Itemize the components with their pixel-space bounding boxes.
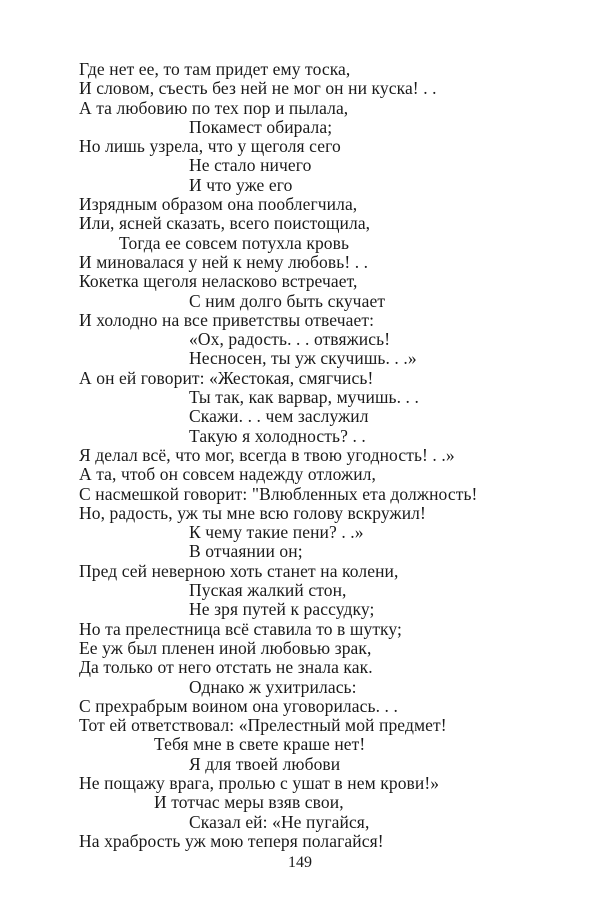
poem-line: И миновалася у ней к нему любовь! . . [79, 251, 369, 272]
poem-line: Я делал всё, что мог, всегда в твою угодность! . .» [79, 444, 455, 465]
poem-line: И словом, съесть без ней не мог он ни куска! . . [79, 78, 437, 99]
poem-line: Покамест обирала; [189, 116, 333, 137]
poem-line: С насмешкой говорит: "Влюбленных ета должность! [79, 483, 478, 504]
poem-line: Скажи. . . чем заслужил [189, 406, 369, 427]
poem-line: Не пощажу врага, пролью с ушат в нем крови!» [79, 772, 440, 793]
poem-line: Ты так, как варвар, мучишь. . . [189, 387, 419, 408]
poem-line: Не зря путей к рассудку; [189, 599, 375, 620]
poem-line: Сказал ей: «Не пугайся, [189, 811, 370, 832]
poem-line: Тебя мне в свете краше нет! [154, 734, 366, 755]
poem-line: И что уже его [189, 174, 293, 195]
poem-line: Такую я холодность? . . [189, 425, 366, 446]
poem-line: Не стало ничего [189, 155, 312, 176]
poem-line: Или, ясней сказать, всего поистощила, [79, 213, 371, 234]
poem-line: Да только от него отстать не знала как. [79, 657, 373, 678]
poem-line: И тотчас меры взяв свои, [154, 792, 344, 813]
poem-line: А та любовию по тех пор и пылала, [79, 97, 349, 118]
poem-line: «Ох, радость. . . отвяжись! [189, 329, 391, 350]
poem-line: Пуская жалкий стон, [189, 580, 347, 601]
poem-line: И холодно на все приветствы отвечает: [79, 309, 375, 330]
poem-line: С ним долго быть скучает [189, 290, 386, 311]
poem-line: А та, чтоб он совсем надежду отложил, [79, 464, 376, 485]
poem-line: Однако ж ухитрилась: [189, 676, 357, 697]
poem-line: А он ей говорит: «Жестокая, смягчись! [79, 367, 374, 388]
poem-line: Ее уж был пленен иной любовью зрак, [79, 637, 372, 658]
poem-line: Пред сей неверною хоть станет на колени, [79, 560, 399, 581]
poem-line: В отчаянии он; [189, 541, 303, 562]
poem-line: С прехрабрым воином она уговорилась. . . [79, 695, 398, 716]
poem-line: На храбрость уж мою теперя полагайся! [79, 830, 384, 851]
poem-line: Кокетка щеголя неласково встречает, [79, 271, 358, 292]
poem-line: Несносен, ты уж скучишь. . .» [189, 348, 417, 369]
poem-line: Где нет ее, то там придет ему тоска, [79, 59, 351, 79]
poem-text [79, 60, 579, 851]
poem-line: Но, радость, уж ты мне всю голову вскружил! [79, 502, 426, 523]
poem-line: Тот ей ответствовал: «Прелестный мой предмет! [79, 715, 447, 736]
poem-line: Но лишь узрела, что у щеголя сего [79, 136, 341, 157]
poem-line: К чему такие пени? . .» [189, 522, 364, 543]
poem-line: Я для твоей любови [189, 753, 341, 774]
poem-line: Тогда ее совсем потухла кровь [119, 232, 350, 253]
page-number: 149 [288, 854, 312, 871]
poem-line: Но та прелестница всё ставила то в шутку; [79, 618, 402, 639]
poem-line: Изрядным образом она пооблегчила, [79, 194, 358, 215]
